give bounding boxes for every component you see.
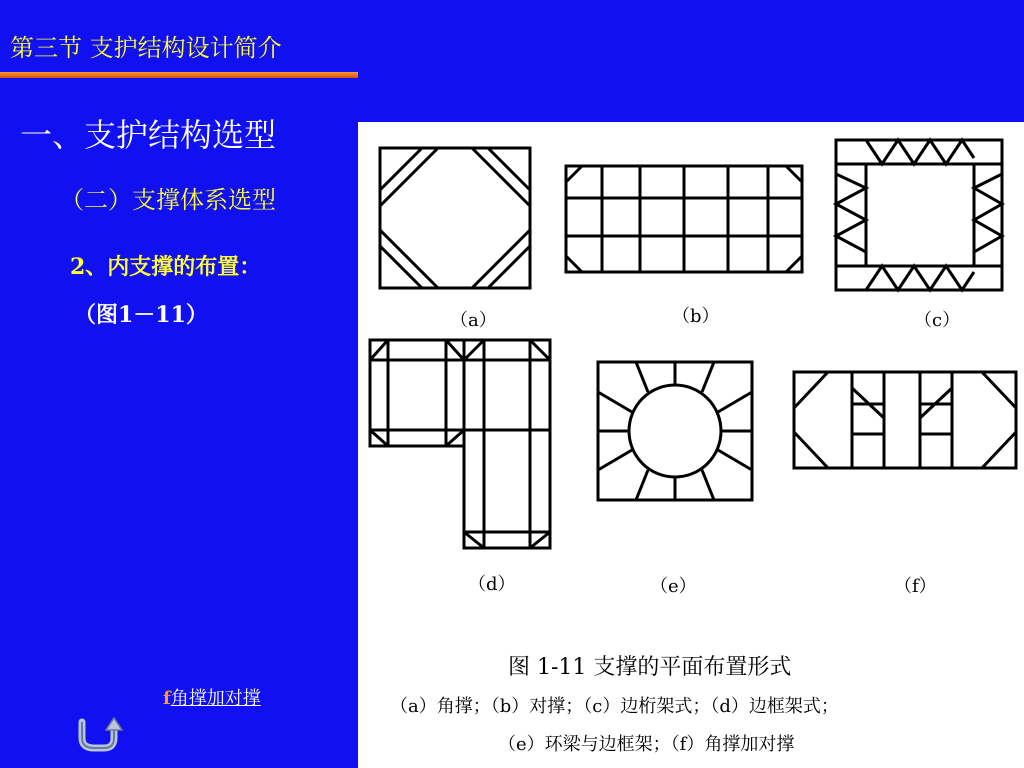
diagram-b-opposite-struts: [566, 166, 802, 272]
figure-caption-line2: （e）环梁与边框架；（f）角撑加对撑: [498, 734, 795, 755]
corner-strut-link[interactable]: 角撑加对撑: [170, 688, 261, 709]
diagram-c-edge-truss: [836, 140, 1002, 290]
figure-title: 图 1-11 支撑的平面布置形式: [508, 655, 792, 680]
return-button[interactable]: [74, 712, 124, 752]
hyperlink-container: [163, 684, 261, 710]
strut-layout-diagrams: [358, 122, 1024, 642]
figure-caption-line1: （a）角撑；（b）对撑；（c）边桁架式；（d）边框架式；: [390, 696, 839, 717]
diagram-f-corner-and-opposite: [794, 372, 1016, 468]
diagram-d-edge-frame: [370, 340, 550, 548]
section-heading: 一、支护结构选型: [20, 116, 277, 154]
figure-panel: [358, 122, 1024, 768]
label-a: （a）: [450, 310, 497, 331]
label-d: （d）: [468, 574, 516, 595]
return-arrow-icon: [74, 712, 124, 752]
link-prefix: f: [163, 688, 171, 709]
slide-header-title: 第三节 支护结构设计简介: [10, 34, 282, 62]
subsection-heading: （二）支撑体系选型: [60, 186, 276, 214]
label-e: （e）: [650, 576, 697, 597]
header-divider: [0, 72, 358, 78]
label-c: （c）: [914, 310, 961, 331]
figure-reference: （图1－11）: [74, 302, 208, 328]
diagram-e-ring-beam: [598, 362, 752, 500]
diagram-a-corner-struts: [380, 148, 530, 288]
label-f: （f）: [894, 576, 937, 597]
label-b: （b）: [672, 306, 720, 327]
point-heading: 2、内支撑的布置：: [70, 254, 262, 280]
